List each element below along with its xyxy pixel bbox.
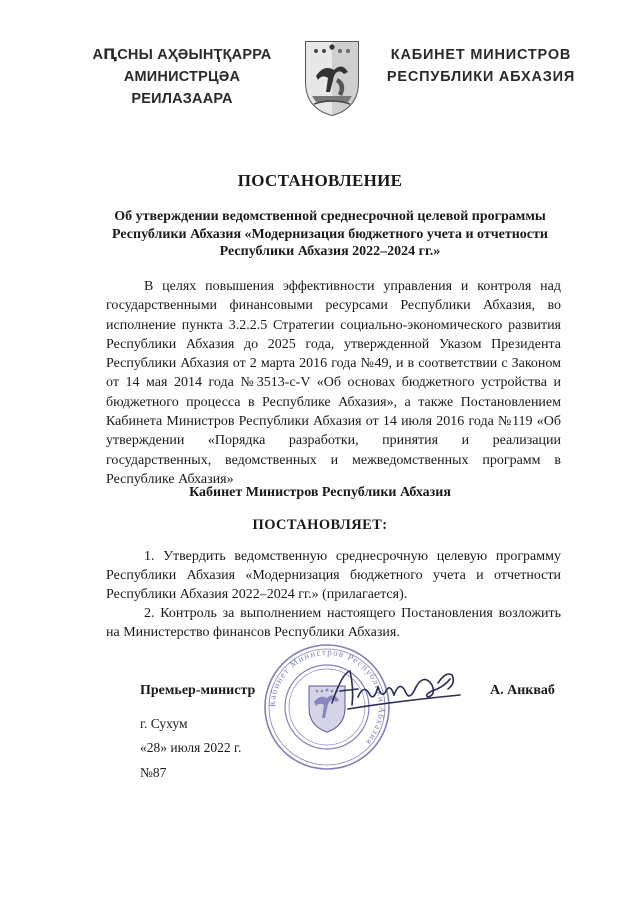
- header-abkhaz-line1: АԤСНЫ АҲӘЫНҬҚАРРА: [92, 47, 272, 63]
- header-russian-line1: КАБИНЕТ МИНИСТРОВ: [390, 47, 572, 63]
- header-russian-name: [376, 44, 586, 88]
- issuing-body: Кабинет Министров Республики Абхазия: [189, 485, 451, 500]
- document-number: №87: [140, 765, 167, 780]
- issue-place: г. Сухум: [140, 716, 188, 731]
- header-abkhaz-name: [72, 44, 292, 110]
- header-abkhaz-line2: АМИНИСТРЦӘА РЕИЛАЗААРА: [123, 69, 241, 107]
- abkhazia-coat-of-arms-icon: [302, 38, 362, 118]
- decree-item-2: 2. Контроль за выполнением настоящего Постановления возложить на Министерство финансов Республики Абхазия.: [106, 606, 561, 640]
- document-type-title: ПОСТАНОВЛЕНИЕ: [237, 171, 403, 190]
- decree-item-1: 1. Утвердить ведомственную среднесрочную целевую программу Республики Абхазия «Модернизация бюджетного учета и отчетности Республики Абхазия 2022–2024 гг.» (прилагается).: [106, 549, 561, 602]
- preamble-paragraph: В целях повышения эффективности управления и контроля над государственными финансовыми ресурсами Республики Абхазия, во исполнение пункта 3.2.2.5 Стратегии социально-экономического развития Республики Абхазия до 2025 года, утвержденной Указом Президента Республики Абхазия от 2 марта 2016 года №49, и в соответствии с Законом от 14 мая 2014 года №3513-с-V «Об основах бюджетного устройства и бюджетного процесса в Республике Абхазия», а также Постановлением Кабинета Министров Республики Абхазия от 14 июля 2016 года №119 «Об утверждении «Порядка разработки, принятия и реализации государственных, ведомственных и межведомственных программ в Республике Абхазия»: [106, 279, 561, 487]
- decree-items: [106, 547, 561, 642]
- signatory-position: Премьер-министр: [140, 683, 256, 698]
- handwritten-signature-icon: [328, 665, 468, 715]
- issue-date: «28» июля 2022 г.: [140, 740, 242, 755]
- seal-ring-text: Кабинет Министров Республики Абхазия: [266, 646, 388, 748]
- signatory-name: А. Анкваб: [490, 683, 555, 698]
- header-russian-line2: РЕСПУБЛИКИ АБХАЗИЯ: [386, 69, 576, 85]
- document-subtitle: Об утверждении ведомственной среднесрочной целевой программы Республики Абхазия «Модернизация бюджетного учета и отчетности Республики Абхазия 2022–2024 гг.»: [112, 209, 548, 259]
- decree-word: ПОСТАНОВЛЯЕТ:: [252, 517, 388, 533]
